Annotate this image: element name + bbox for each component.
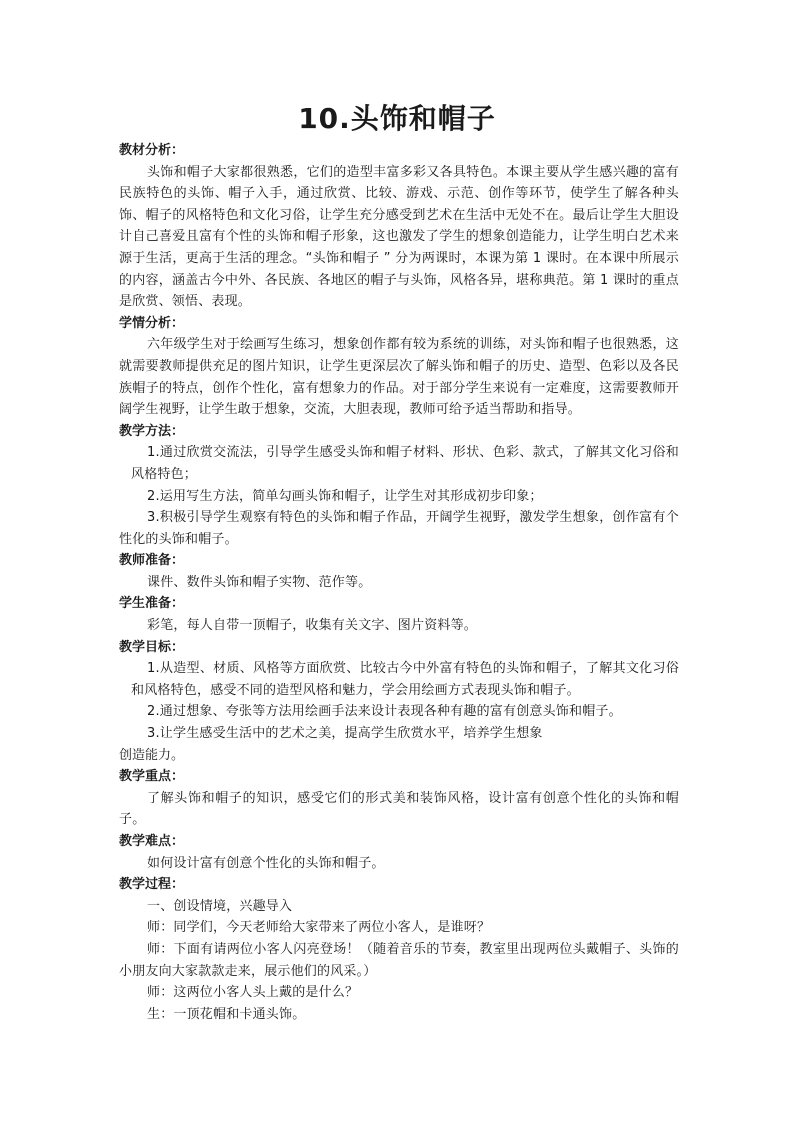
section-heading-key-points: 教学重点： bbox=[119, 769, 185, 785]
analysis-paragraph: 头饰和帽子大家都很熟悉，它们的造型丰富多彩又各具特色。本课主要从学生感兴趣的富有民族特色的头饰、帽子入手，通过欣赏、比较、游戏、示范、创作等环节，使学生了解各种头饰、帽子的风格特色和文化习俗，让学生充分感受到艺术在生活中无处不在。最后让学生大胆设计自己喜爱且富有个性的头饰和帽子形象，这也激发了学生的想象创造能力，让学生明白艺术来源于生活，更高于生活的理念。“头饰和帽子 ” 分为两课时，本课为第 1 课时。在本课中所展示的内容，涵盖古今中外、各民族、各地区的帽子与头饰，风格各异，堪称典范。第 1 课时的重点是欣赏、领悟、表现。 bbox=[119, 164, 679, 310]
student-prep-paragraph: 彩笔，每人自带一顶帽子，收集有关文字、图片资料等。 bbox=[147, 618, 478, 634]
section-heading-process: 教学过程： bbox=[119, 877, 185, 893]
process-line: 师：这两位小客人头上戴的是什么？ bbox=[147, 985, 359, 1001]
section-heading-goals: 教学目标： bbox=[119, 639, 185, 655]
methods-item: 2.运用写生方法，简单勾画头饰和帽子，让学生对其形成初步印象； bbox=[147, 488, 543, 504]
section-heading-difficulties: 教学难点： bbox=[119, 834, 185, 849]
section-heading-methods: 教学方法： bbox=[119, 423, 185, 439]
goals-tail: 创造能力。 bbox=[119, 747, 185, 763]
key-points-paragraph: 了解头饰和帽子的知识，感受它们的形式美和装饰风格，设计富有创意个性化的头饰和帽子。 bbox=[119, 790, 679, 828]
section-heading-analysis: 教材分析： bbox=[119, 143, 185, 158]
methods-item: 3.积极引导学生观察有特色的头饰和帽子作品，开阔学生视野，激发学生想象，创作富有个性化的头饰和帽子。 bbox=[119, 510, 679, 547]
document-body bbox=[119, 140, 679, 1025]
section-heading-students: 学情分析： bbox=[119, 315, 185, 331]
section-heading-teacher-prep: 教师准备： bbox=[119, 553, 185, 569]
section-heading-student-prep: 学生准备： bbox=[119, 596, 185, 612]
students-paragraph: 六年级学生对于绘画写生练习，想象创作都有较为系统的训练，对头饰和帽子也很熟悉，这就需要教师提供充足的图片知识，让学生更深层次了解头饰和帽子的历史、造型、色彩以及各民族帽子的特点，创作个性化，富有想象力的作品。对于部分学生来说有一定难度，这需要教师开阔学生视野，让学生敢于想象，交流，大胆表现，教师可给予适当帮助和指导。 bbox=[119, 337, 679, 418]
methods-item: 1.通过欣赏交流法，引导学生感受头饰和帽子材料、形状、色彩、款式，了解其文化习俗和风格特色； bbox=[131, 445, 679, 482]
process-line: 师：下面有请两位小客人闪亮登场！（随着音乐的节奏，教室里出现两位头戴帽子、头饰的小朋友向大家款款走来，展示他们的风采。） bbox=[119, 941, 679, 979]
process-line: 生：一顶花帽和卡通头饰。 bbox=[147, 1006, 306, 1022]
teacher-prep-paragraph: 课件、数件头饰和帽子实物、范作等。 bbox=[147, 574, 372, 590]
goals-item: 2.通过想象、夸张等方法用绘画手法来设计表现各种有趣的富有创意头饰和帽子。 bbox=[147, 704, 622, 720]
goals-item: 3.让学生感受生活中的艺术之美，提高学生欣赏水平，培养学生想象 bbox=[147, 726, 543, 742]
process-line: 师：同学们，今天老师给大家带来了两位小客人，是谁呀？ bbox=[147, 920, 491, 936]
difficulties-paragraph: 如何设计富有创意个性化的头饰和帽子。 bbox=[147, 855, 385, 871]
process-line: 一、创设情境，兴趣导入 bbox=[147, 898, 293, 914]
page-title: 10.头饰和帽子 bbox=[298, 102, 496, 135]
goals-item: 1.从造型、材质、风格等方面欣赏、比较古今中外富有特色的头饰和帽子，了解其文化习俗和风格特色，感受不同的造型风格和魅力，学会用绘画方式表现头饰和帽子。 bbox=[131, 661, 679, 698]
